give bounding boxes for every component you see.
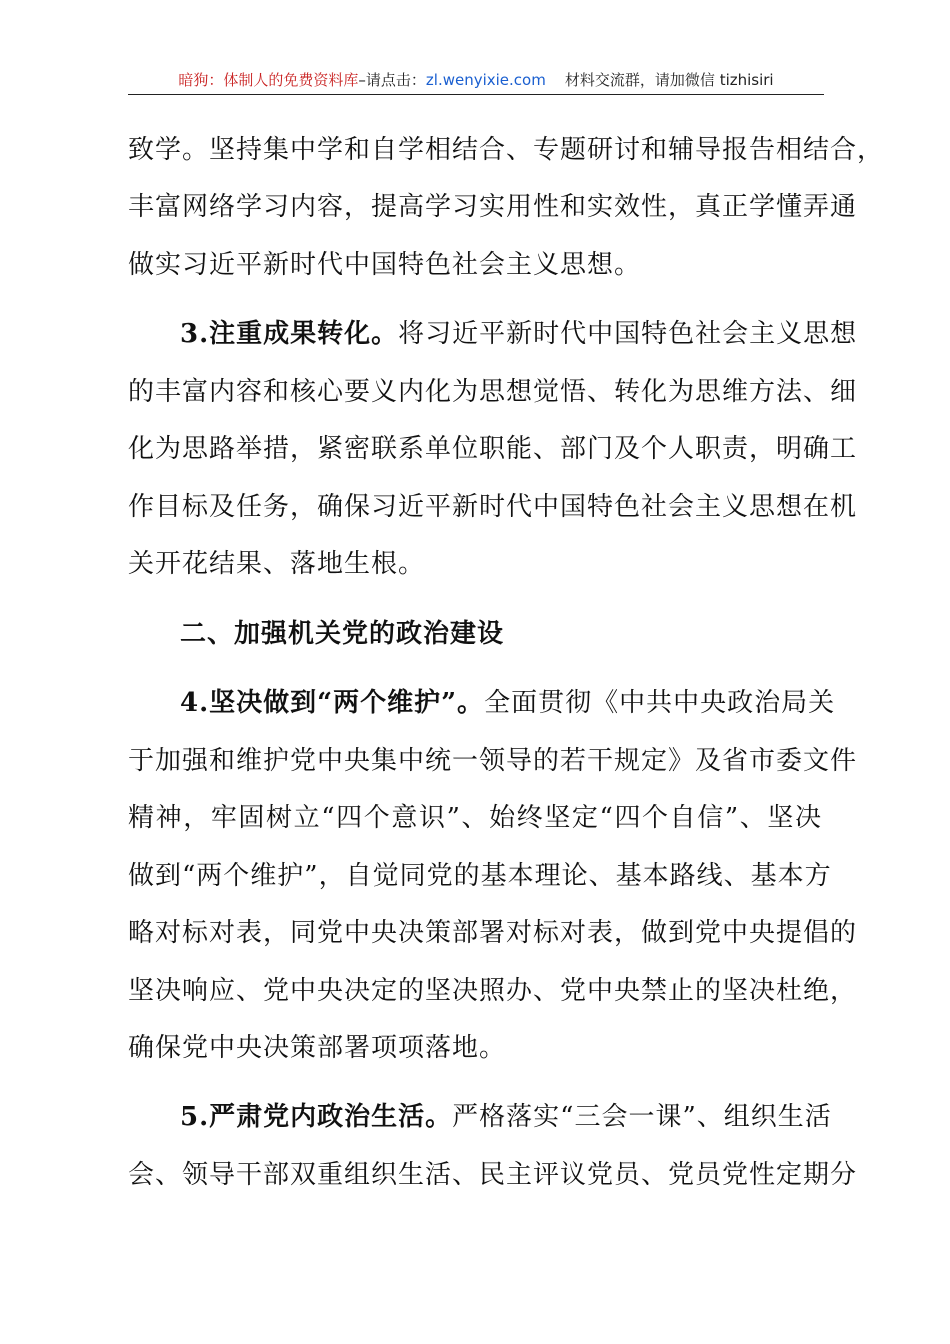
item-3-title: 3.注重成果转化。 bbox=[180, 319, 399, 349]
page-header bbox=[128, 66, 824, 94]
paragraph-line: 做到“两个维护”，自觉同党的基本理论、基本路线、基本方 bbox=[128, 861, 832, 891]
item-5-text: 严格落实“三会一课”、组织生活 bbox=[452, 1102, 832, 1132]
section-heading: 二、加强机关党的政治建设 bbox=[180, 619, 505, 649]
header-divider bbox=[128, 94, 824, 95]
paragraph-line: 确保党中央决策部署项项落地。 bbox=[128, 1033, 507, 1063]
paragraph-line: 略对标对表，同党中央决策部署对标对表，做到党中央提倡的 bbox=[128, 918, 858, 948]
paragraph-line: 关开花结果、落地生根。 bbox=[128, 549, 426, 579]
paragraph-line: 坚决响应、党中央决定的坚决照办、党中央禁止的坚决杜绝， bbox=[128, 976, 858, 1006]
paragraph-line: 会、领导干部双重组织生活、民主评议党员、党员党性定期分 bbox=[128, 1160, 858, 1190]
item-5-first-line bbox=[180, 1097, 832, 1137]
item-3-first-line bbox=[180, 314, 858, 354]
paragraph-line: 精神，牢固树立“四个意识”、始终坚定“四个自信”、坚决 bbox=[128, 803, 822, 833]
header-contact: 材料交流群，请加微信 tizhisiri bbox=[564, 71, 774, 89]
item-4-text: 全面贯彻《中共中央政治局关 bbox=[484, 688, 836, 718]
item-4-title: 4.坚决做到“两个维护”。 bbox=[180, 688, 485, 718]
item-4-first-line bbox=[180, 683, 836, 723]
header-brand: 暗狗：体制人的免费资料库 bbox=[178, 71, 359, 89]
paragraph-line: 致学。坚持集中学和自学相结合、专题研讨和辅导报告相结合， bbox=[128, 135, 885, 165]
paragraph-line: 丰富网络学习内容，提高学习实用性和实效性，真正学懂弄通 bbox=[128, 192, 858, 222]
paragraph-line: 化为思路举措，紧密联系单位职能、部门及个人职责，明确工 bbox=[128, 434, 858, 464]
paragraph-line: 于加强和维护党中央集中统一领导的若干规定》及省市委文件 bbox=[128, 746, 858, 776]
item-5-title: 5.严肃党内政治生活。 bbox=[180, 1102, 453, 1132]
paragraph-line: 作目标及任务，确保习近平新时代中国特色社会主义思想在机 bbox=[128, 492, 858, 522]
paragraph-line: 的丰富内容和核心要义内化为思想觉悟、转化为思维方法、细 bbox=[128, 377, 858, 407]
item-3-text: 将习近平新时代中国特色社会主义思想 bbox=[398, 319, 858, 349]
paragraph-line: 做实习近平新时代中国特色社会主义思想。 bbox=[128, 250, 642, 280]
header-click-prefix: –请点击： bbox=[358, 71, 426, 89]
header-url-link[interactable]: zl.wenyixie.com bbox=[425, 71, 546, 89]
